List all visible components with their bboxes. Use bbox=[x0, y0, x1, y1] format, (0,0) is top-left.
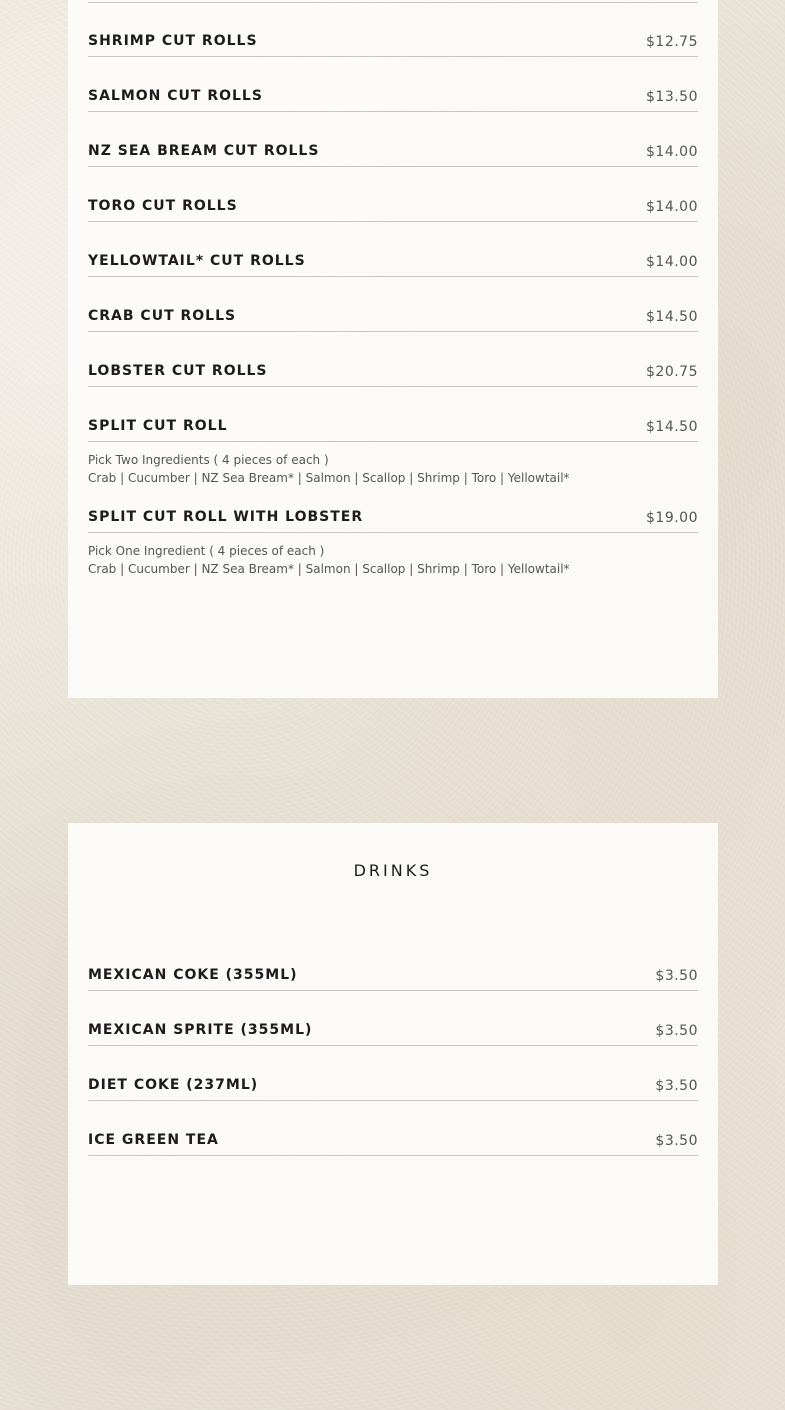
menu-item-ice-green-tea bbox=[88, 1131, 698, 1156]
section-title: DRINKS bbox=[353, 861, 433, 880]
menu-item-price: $3.50 bbox=[655, 968, 698, 984]
cut-rolls-section bbox=[68, 0, 718, 698]
menu-item-shrimp-cut-rolls bbox=[88, 32, 698, 57]
menu-item-lobster-cut-rolls bbox=[88, 362, 698, 387]
menu-item-price: $19.00 bbox=[646, 510, 698, 526]
menu-item-mexican-coke bbox=[88, 966, 698, 991]
menu-item-split-cut-roll bbox=[88, 417, 698, 487]
menu-item-yellowtail-cut-rolls bbox=[88, 252, 698, 277]
menu-item-name: ICE GREEN TEA bbox=[88, 1132, 219, 1148]
menu-item-name: MEXICAN SPRITE (355ML) bbox=[88, 1022, 313, 1038]
drinks-section bbox=[68, 823, 718, 1285]
menu-item-name: SHRIMP CUT ROLLS bbox=[88, 33, 258, 49]
menu-item-price: $14.00 bbox=[646, 199, 698, 215]
menu-item-name: DIET COKE (237ML) bbox=[88, 1077, 259, 1093]
menu-item-mexican-sprite bbox=[88, 1021, 698, 1046]
menu-item-name: MEXICAN COKE (355ML) bbox=[88, 967, 298, 983]
menu-item-price: $20.75 bbox=[646, 364, 698, 380]
menu-item-price: $3.50 bbox=[655, 1133, 698, 1149]
menu-item-description-line: Pick One Ingredient ( 4 pieces of each ) bbox=[88, 544, 325, 558]
divider bbox=[88, 2, 698, 3]
menu-item-price: $14.50 bbox=[646, 419, 698, 435]
menu-item-name: TORO CUT ROLLS bbox=[88, 198, 238, 214]
menu-item-diet-coke bbox=[88, 1076, 698, 1101]
menu-item-name: NZ SEA BREAM CUT ROLLS bbox=[88, 143, 320, 159]
menu-item-name: SALMON CUT ROLLS bbox=[88, 88, 263, 104]
menu-item-price: $14.00 bbox=[646, 254, 698, 270]
menu-item-description-line: Crab | Cucumber | NZ Sea Bream* | Salmon | Scallop | Shrimp | Toro | Yellowtail* bbox=[88, 471, 570, 485]
menu-item-name: SPLIT CUT ROLL bbox=[88, 418, 228, 434]
menu-item-split-cut-roll-with-lobster bbox=[88, 508, 698, 578]
menu-item-description-line: Pick Two Ingredients ( 4 pieces of each ) bbox=[88, 453, 329, 467]
menu-item-price: $13.50 bbox=[646, 89, 698, 105]
menu-item-price: $12.75 bbox=[646, 34, 698, 50]
menu-item-description bbox=[88, 542, 698, 578]
menu-item-salmon-cut-rolls bbox=[88, 87, 698, 112]
menu-item-crab-cut-rolls bbox=[88, 307, 698, 332]
menu-item-price: $14.50 bbox=[646, 309, 698, 325]
menu-item-toro-cut-rolls bbox=[88, 197, 698, 222]
menu-item-price: $3.50 bbox=[655, 1078, 698, 1094]
menu-item-description bbox=[88, 451, 698, 487]
menu-item-name: SPLIT CUT ROLL WITH LOBSTER bbox=[88, 509, 364, 525]
menu-item-description-line: Crab | Cucumber | NZ Sea Bream* | Salmon | Scallop | Shrimp | Toro | Yellowtail* bbox=[88, 562, 570, 576]
menu-item-name: LOBSTER CUT ROLLS bbox=[88, 363, 268, 379]
menu-item-nz-sea-bream-cut-rolls bbox=[88, 142, 698, 167]
menu-item-price: $3.50 bbox=[655, 1023, 698, 1039]
menu-item-price: $14.00 bbox=[646, 144, 698, 160]
menu-item-name: CRAB CUT ROLLS bbox=[88, 308, 237, 324]
menu-item-name: YELLOWTAIL* CUT ROLLS bbox=[88, 253, 306, 269]
